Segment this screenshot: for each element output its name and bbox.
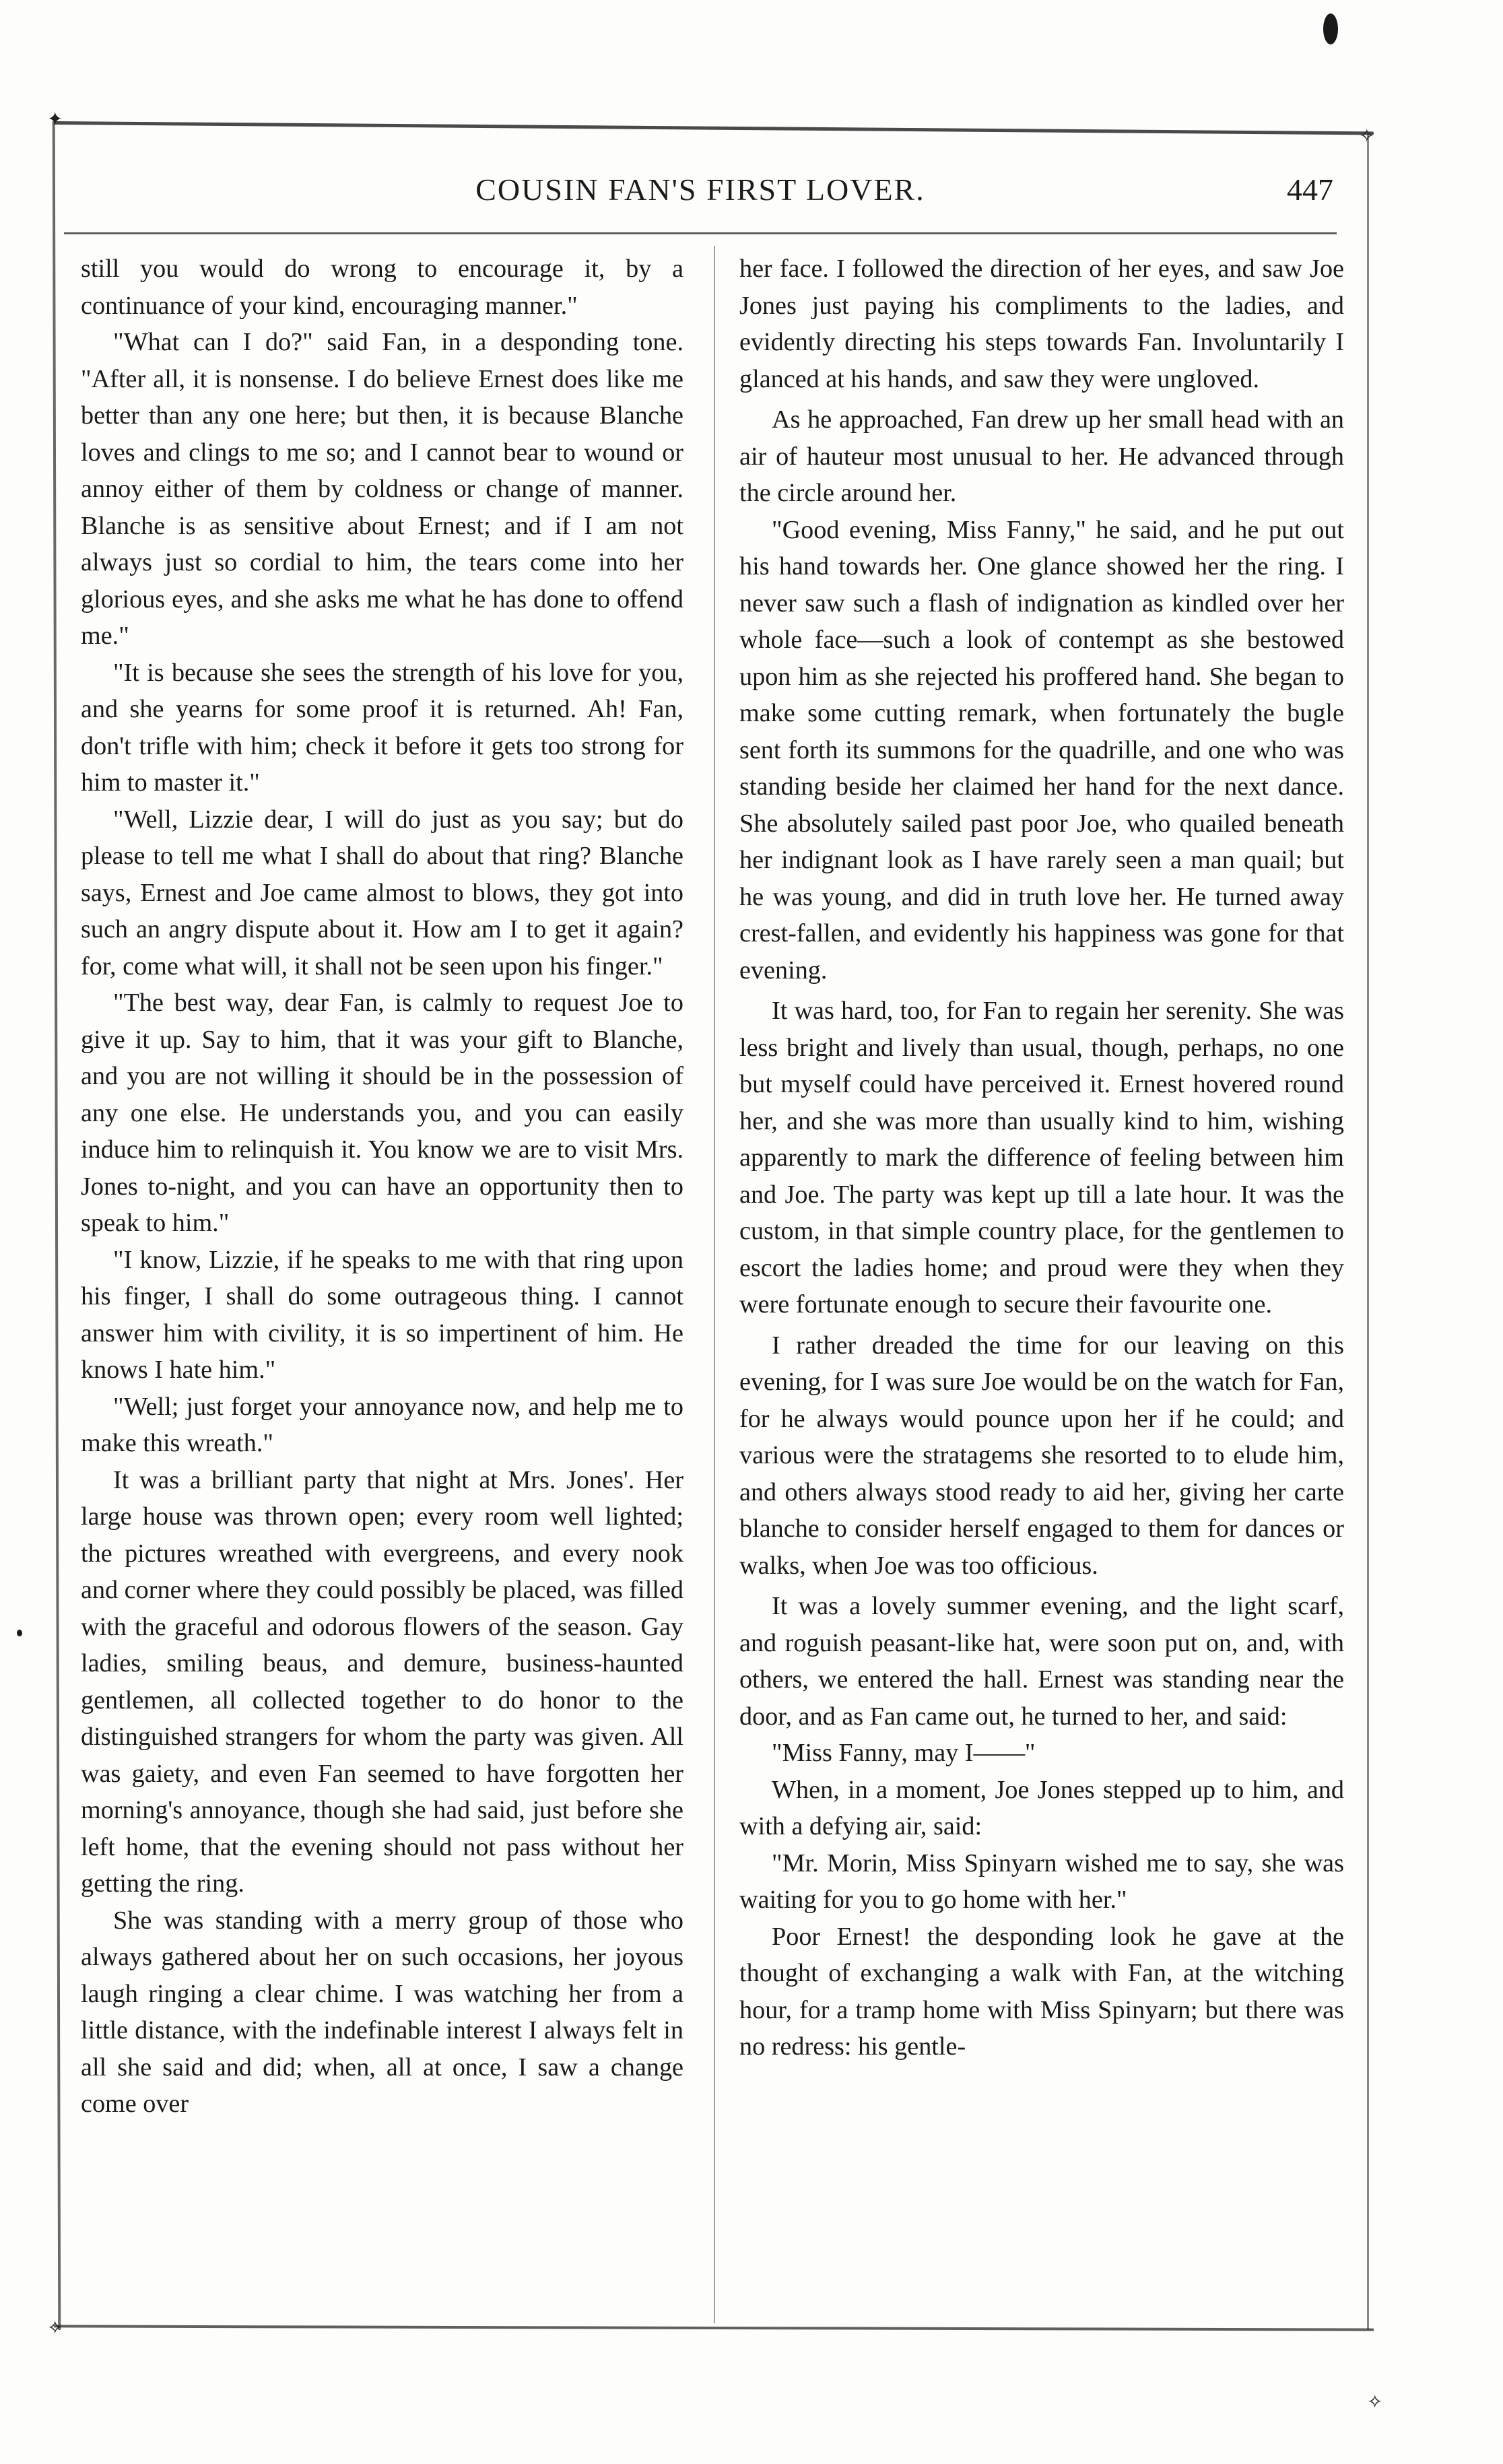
top-border-rule	[54, 121, 1374, 135]
paragraph: "Well, Lizzie dear, I will do just as you say; but do please to tell me what I shall do about that ring? Blanche says, Ernest and Joe came almost to blows, they got into such an angry dispute about it. How am I to get it again? for, come what will, it shall not be seen upon his finger."	[81, 805, 683, 980]
left-border-rule	[53, 121, 61, 2330]
paragraph: It was a lovely summer evening, and the light scarf, and roguish peasant-like hat, were soon put on, and, with others, we entered the hall. Ernest was standing near the door, and as Fan came out, he turned to her, and said:	[739, 1592, 1344, 1731]
paragraph: She was standing with a merry group of those who always gathered about her on such occasions, her joyous laugh ringing a clear chime. I was watching her from a little distance, with the indefinable interest I always felt in all she said and did; when, all at once, I saw a change come over	[81, 1906, 683, 2118]
right-text-column	[739, 251, 1344, 2065]
page-header	[67, 172, 1333, 219]
paragraph: "The best way, dear Fan, is calmly to request Joe to give it up. Say to him, that it was your gift to Blanche, and you are not willing it should be in the possession of any one else. He understands you, and you can easily induce him to relinquish it. You know we are to visit Mrs. Jones to-night, and you can have an opportunity then to speak to him."	[81, 989, 683, 1237]
corner-ornament-icon: ✧	[47, 2318, 63, 2339]
corner-ornament-icon: ✦	[47, 109, 63, 130]
corner-ornament-icon: ✧	[1359, 126, 1375, 147]
corner-ornament-icon: ✧	[1367, 2392, 1383, 2413]
ink-speck	[17, 1630, 22, 1636]
ink-blot	[1323, 13, 1338, 44]
paragraph: "It is because she sees the strength of his love for you, and she yearns for some proof it is returned. Ah! Fan, don't trifle with him; check it before it gets too strong for him to master it."	[81, 658, 683, 797]
right-border-rule	[1367, 135, 1369, 2330]
paragraph: "I know, Lizzie, if he speaks to me with that ring upon his finger, I shall do some outrageous thing. I cannot answer him with civility, it is so impertinent of him. He knows I hate him."	[81, 1245, 683, 1384]
bottom-border-rule	[54, 2325, 1374, 2331]
paragraph: It was a brilliant party that night at Mrs. Jones'. Her large house was thrown open; every room well lighted; the pictures wreathed with evergreens, and every nook and corner where they could possibly be placed, was filled with the graceful and odorous flowers of the season. Gay ladies, smiling beaus, and demure, business-haunted gentlemen, all collected together to do honor to the distinguished strangers for whom the party was given. All was gaiety, and even Fan seemed to have forgotten her morning's annoyance, though she had said, just before she left home, that the evening should not pass without her getting the ring.	[81, 1465, 683, 1898]
page-number: 447	[1287, 172, 1333, 207]
paragraph: "Mr. Morin, Miss Spinyarn wished me to say, she was waiting for you to go home with her."	[739, 1849, 1344, 1914]
paragraph: As he approached, Fan drew up her small head with an air of hauteur most unusual to her. He advanced through the circle around her.	[739, 405, 1344, 507]
left-text-column	[81, 251, 683, 2123]
paragraph: her face. I followed the direction of her eyes, and saw Joe Jones just paying his compliments to the ladies, and evidently directing his steps towards Fan. Involuntarily I glanced at his hands, and saw they were ungloved.	[739, 255, 1344, 393]
paragraph: "Well; just forget your annoyance now, and help me to make this wreath."	[81, 1392, 683, 1457]
paragraph: It was hard, too, for Fan to regain her serenity. She was less bright and lively than usual, though, perhaps, no one but myself could have perceived it. Ernest hovered round her, and she was more than usually kind to him, wishing apparently to mark the difference of feeling between him and Joe. The party was kept up till a late hour. It was the custom, in that simple country place, for the gentlemen to escort the ladies home; and proud were they when they were fortunate enough to secure their favourite one.	[739, 997, 1344, 1319]
running-title: COUSIN FAN'S FIRST LOVER.	[475, 172, 925, 207]
paragraph: When, in a moment, Joe Jones stepped up to him, and with a defying air, said:	[739, 1775, 1344, 1840]
paragraph: "Miss Fanny, may I——"	[772, 1739, 1036, 1767]
header-underline-rule	[64, 232, 1337, 234]
paragraph: I rather dreaded the time for our leaving on this evening, for I was sure Joe would be on the watch for Fan, for he always would pounce upon her if he could; and various were the stratagems she resorted to to elude him, and others always stood ready to aid her, giving her carte blanche to consider herself engaged to them for dances or walks, when Joe was too officious.	[739, 1331, 1344, 1580]
paragraph: "What can I do?" said Fan, in a desponding tone. "After all, it is nonsense. I do believe Ernest does like me better than any one here; but then, it is because Blanche loves and clings to me so; and I cannot bear to wound or annoy either of them by coldness or change of manner. Blanche is as sensitive about Ernest; and if I am not always just so cordial to him, the tears come into her glorious eyes, and she asks me what he has done to offend me."	[81, 328, 683, 650]
paragraph: still you would do wrong to encourage it, by a continuance of your kind, encouraging manner."	[81, 255, 683, 320]
paragraph: "Good evening, Miss Fanny," he said, and he put out his hand towards her. One glance showed her the ring. I never saw such a flash of indignation as kindled over her whole face—such a look of contempt as she bestowed upon him as she rejected his proffered hand. She began to make some cutting remark, when fortunately the bugle sent forth its summons for the quadrille, and one who was standing beside her claimed her hand for the next dance. She absolutely sailed past poor Joe, who quailed beneath her indignant look as I have rarely seen a man quail; but he was young, and did in truth love her. He turned away crest-fallen, and evidently his happiness was gone for that evening.	[739, 515, 1344, 985]
paragraph: Poor Ernest! the desponding look he gave at the thought of exchanging a walk with Fan, at the witching hour, for a tramp home with Miss Spinyarn; but there was no redress: his gentle-	[739, 1922, 1344, 2061]
column-divider	[714, 246, 715, 2323]
